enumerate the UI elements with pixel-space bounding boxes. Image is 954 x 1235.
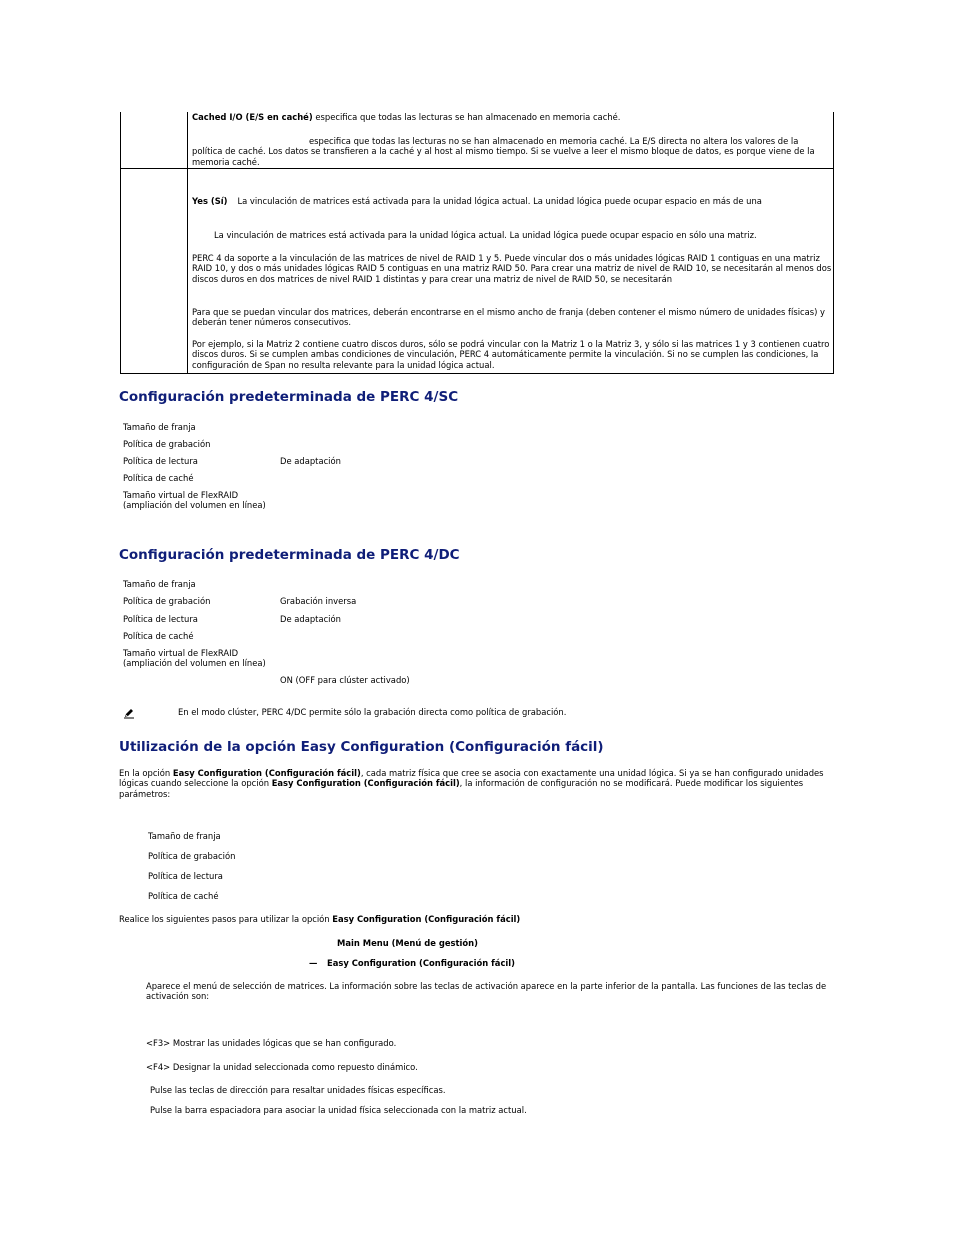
sc-row-label: Política de caché	[123, 473, 194, 483]
easy-config-menu-item: Easy Configuration (Configuración fácil)	[327, 958, 515, 968]
sc-row-label: Tamaño de franja	[123, 422, 196, 432]
intro-text: En la opción	[119, 768, 173, 778]
steps-intro	[119, 914, 520, 924]
easy-config-intro	[119, 768, 831, 799]
intro-text: , la información de configuración no se modificará. Puede modificar los siguientes parámetros:	[119, 778, 804, 799]
dc-row-label: Política de grabación	[123, 596, 211, 606]
dc-row-label: Tamaño de franja	[123, 579, 196, 589]
span-yes-line	[192, 196, 830, 206]
hotkey-f4: <F4> Designar la unidad seleccionada como repuesto dinámico.	[146, 1062, 418, 1072]
span-yes-term: Yes (Sí)	[192, 196, 228, 206]
section-heading-dc: Configuración predeterminada de PERC 4/DC	[119, 547, 460, 563]
dc-row-value: De adaptación	[280, 614, 341, 624]
list-item: Tamaño de franja	[148, 831, 221, 841]
array-selection-paragraph: Aparece el menú de selección de matrices. La información sobre las teclas de activación aparece en la parte inferior de la pantalla. Las funciones de las teclas de activación son:	[146, 981, 827, 1002]
sc-row-label: Política de grabación	[123, 439, 211, 449]
list-item: Política de lectura	[148, 871, 223, 881]
span-requirements-paragraph: Para que se puedan vincular dos matrices, deberán encontrarse en el mismo ancho de franja (deben contener el mismo número de unidades físicas) y deberán tener números consecutivos.	[192, 307, 826, 328]
table-row-divider	[120, 168, 834, 169]
cluster-note: En el modo clúster, PERC 4/DC permite sólo la grabación directa como política de grabación.	[178, 707, 567, 717]
intro-term: Easy Configuration (Configuración fácil)	[271, 778, 460, 789]
section-heading-easy-config: Utilización de la opción Easy Configuration (Configuración fácil)	[119, 739, 604, 755]
table-border-right	[833, 112, 834, 374]
section-heading-sc: Configuración predeterminada de PERC 4/SC	[119, 389, 459, 405]
span-support-paragraph: PERC 4 da soporte a la vinculación de las matrices de nivel de RAID 1 y 5. Puede vincular dos o más unidades lógicas RAID 1 contiguas en una matriz RAID 10, y dos o más unidades lógicas RAID 5 contiguas en una matriz RAID 50. Para crear una matriz de nivel de RAID 10, se necesitarán al menos dos discos duros en dos matrices de nivel RAID 1 distintas y para crear una matriz de nivel de RAID 50, se necesitarán	[192, 253, 832, 284]
intro-term: Easy Configuration (Configuración fácil)	[172, 768, 361, 778]
list-item: Política de grabación	[148, 851, 236, 861]
sc-row-label: Política de lectura	[123, 456, 198, 466]
instruction-arrow-keys: Pulse las teclas de dirección para resaltar unidades físicas específicas.	[150, 1085, 446, 1095]
dc-row-label: Política de caché	[123, 631, 194, 641]
table-border-bottom	[120, 373, 834, 374]
span-no-description: La vinculación de matrices está activada para la unidad lógica actual. La unidad lógica puede ocupar espacio en sólo una matriz.	[214, 230, 757, 240]
dc-cluster-value: ON (OFF para clúster activado)	[280, 675, 410, 685]
menu-path-dash: —	[309, 958, 318, 968]
steps-intro-text: Realice los siguientes pasos para utilizar la opción	[119, 914, 333, 924]
cached-io-description: especifica que todas las lecturas se han almacenado en memoria caché.	[312, 112, 621, 122]
sc-row-label: Tamaño virtual de FlexRAID	[123, 490, 239, 500]
cached-io-term: Cached I/O (E/S en caché)	[192, 112, 313, 122]
instruction-spacebar: Pulse la barra espaciadora para asociar la unidad física seleccionada con la matriz actual.	[150, 1105, 527, 1115]
intro-text: , cada matriz física que cree se asocia con exactamente una unidad lógica. Si ya se han configurado unidades lógicas cuando seleccione la opción	[119, 768, 824, 789]
table-border-left	[120, 112, 121, 374]
sc-row-label-continued: (ampliación del volumen en línea)	[123, 500, 266, 510]
steps-intro-term: Easy Configuration (Configuración fácil)	[332, 914, 521, 924]
span-yes-description: La vinculación de matrices está activada para la unidad lógica actual. La unidad lógica puede ocupar espacio en más de una	[237, 196, 762, 206]
cached-io-line	[192, 112, 830, 122]
sc-row-value: De adaptación	[280, 456, 341, 466]
table-border-middle	[187, 112, 188, 374]
main-menu-label: Main Menu (Menú de gestión)	[337, 938, 478, 948]
dc-row-value: Grabación inversa	[280, 596, 357, 606]
dc-row-label-continued: (ampliación del volumen en línea)	[123, 658, 266, 668]
hotkey-f3: <F3> Mostrar las unidades lógicas que se han configurado.	[146, 1038, 397, 1048]
dc-row-label: Tamaño virtual de FlexRAID	[123, 648, 239, 658]
list-item: Política de caché	[148, 891, 219, 901]
span-example-paragraph: Por ejemplo, si la Matriz 2 contiene cuatro discos duros, sólo se podrá vincular con la Matriz 1 o la Matriz 3, y sólo si las matrices 1 y 3 contienen cuatro discos duros. Si se cumplen ambas condiciones de vinculación, PERC 4 automáticamente permite la vinculación. Si no se cumplen las condiciones, la configuración de Span no resulta relevante para la unidad lógica actual.	[192, 339, 830, 370]
dc-row-label: Política de lectura	[123, 614, 198, 624]
direct-io-description: especifica que todas las lecturas no se han almacenado en memoria caché. La E/S directa no altera los valores de la política de caché. Los datos se transfieren a la caché y al host al mismo tiempo. Si se vuelve a leer el mismo bloque de datos, es porque viene de la memoria caché.	[192, 136, 815, 167]
note-pencil-icon	[123, 707, 135, 719]
